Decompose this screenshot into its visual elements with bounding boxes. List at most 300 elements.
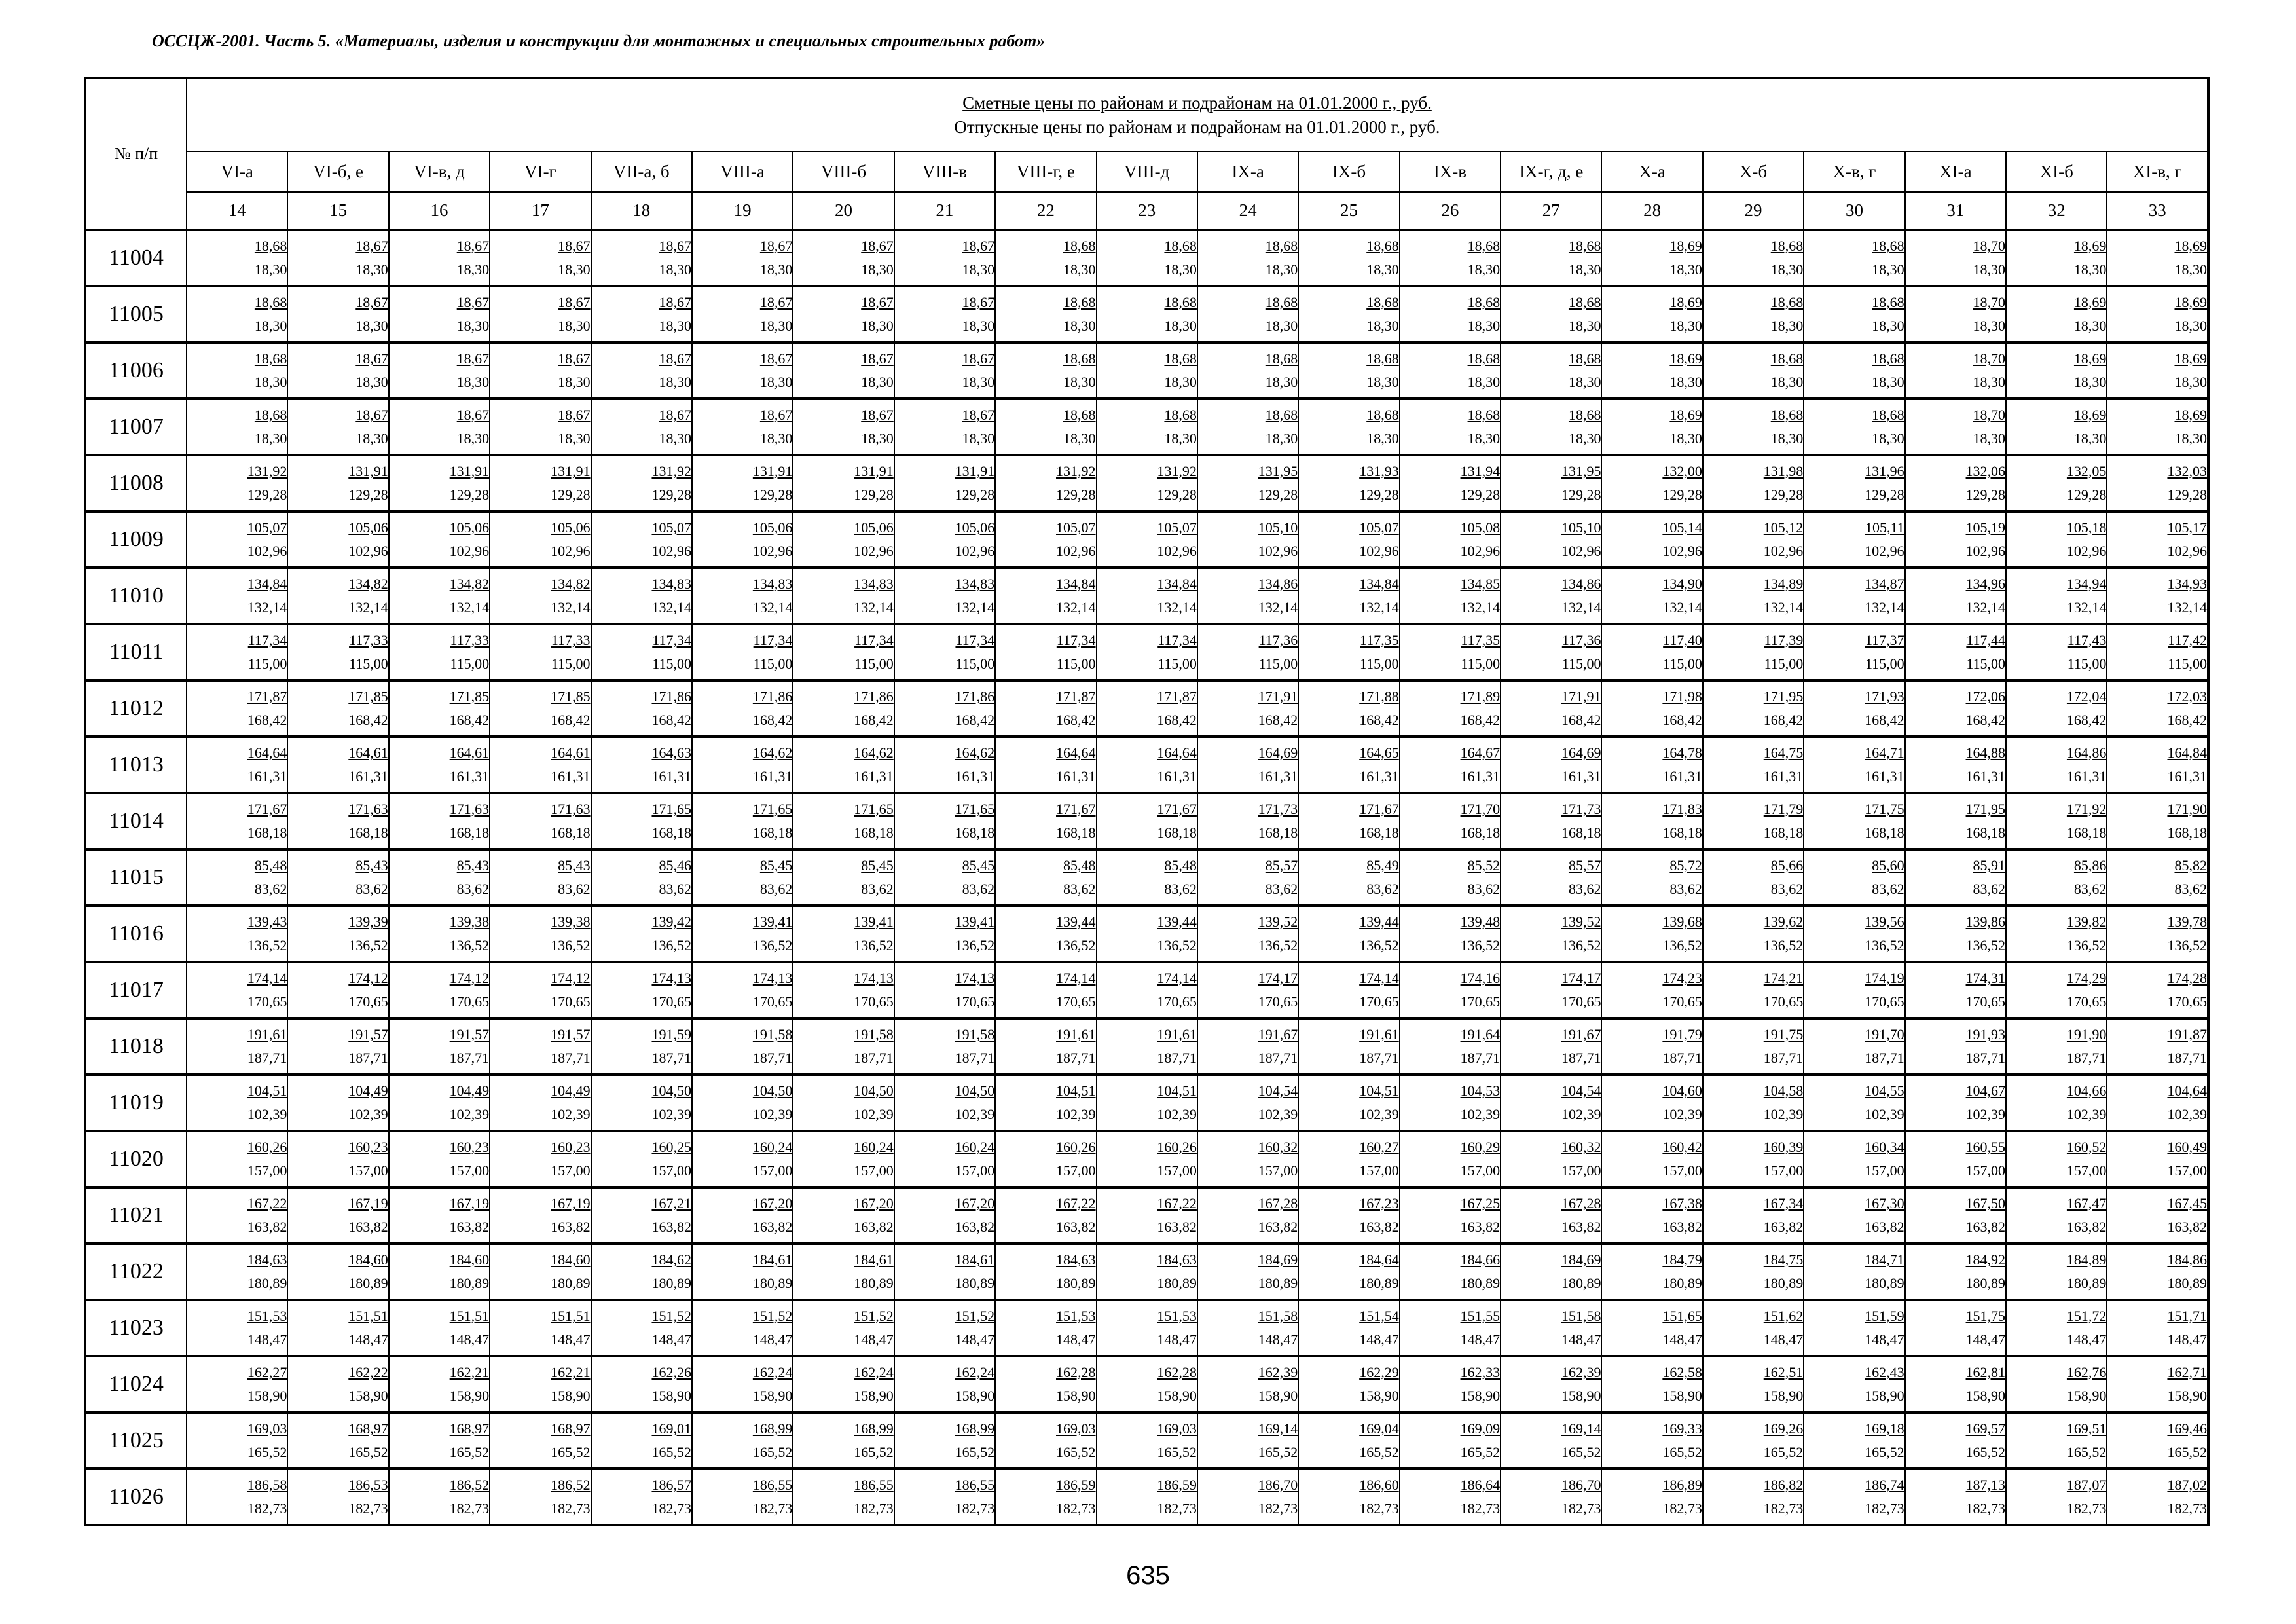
- release-price: 129,28: [2066, 487, 2107, 503]
- price-cell: [995, 286, 1096, 342]
- estimate-price: 164,62: [854, 745, 894, 761]
- estimate-price: 174,14: [247, 970, 287, 986]
- price-cell: [287, 286, 388, 342]
- estimate-price: 184,61: [854, 1251, 894, 1268]
- estimate-price: 134,86: [1258, 576, 1298, 592]
- estimate-price: 117,34: [1056, 632, 1096, 648]
- estimate-price: 169,51: [2066, 1420, 2107, 1437]
- price-cell: [793, 1187, 894, 1244]
- release-price: 115,00: [854, 655, 894, 672]
- estimate-price: 151,58: [1561, 1308, 1601, 1324]
- estimate-price: 18,68: [1265, 350, 1298, 367]
- estimate-price: 184,66: [1460, 1251, 1501, 1268]
- item-code: 11024: [85, 1356, 187, 1412]
- price-cell: [1804, 1469, 1904, 1525]
- release-price: 158,90: [247, 1388, 287, 1404]
- table-row: [85, 962, 2208, 1018]
- price-cell: [2006, 511, 2107, 568]
- estimate-price: 174,16: [1460, 970, 1501, 986]
- estimate-price: 18,67: [861, 407, 894, 423]
- release-price: 165,52: [247, 1444, 287, 1460]
- release-price: 18,30: [558, 430, 591, 447]
- estimate-price: 160,26: [1056, 1139, 1096, 1155]
- release-price: 158,90: [1258, 1388, 1298, 1404]
- release-price: 18,30: [861, 318, 894, 334]
- estimate-price: 105,08: [1460, 519, 1501, 536]
- price-cell: [1097, 849, 1197, 906]
- estimate-price: 131,91: [752, 463, 793, 479]
- price-cell: [995, 1018, 1096, 1075]
- estimate-price: 186,52: [449, 1477, 490, 1493]
- release-price: 102,39: [1056, 1106, 1096, 1122]
- price-cell: [894, 1187, 995, 1244]
- estimate-price: 85,43: [456, 857, 490, 874]
- estimate-price: 162,43: [1865, 1364, 1904, 1380]
- release-price: 165,52: [1662, 1444, 1702, 1460]
- release-price: 168,18: [1561, 824, 1601, 841]
- estimate-price: 131,95: [1561, 463, 1601, 479]
- release-price: 148,47: [2167, 1331, 2207, 1348]
- release-price: 157,00: [2167, 1162, 2207, 1179]
- estimate-price: 18,67: [962, 238, 995, 254]
- price-cell: [1197, 1412, 1298, 1469]
- estimate-price: 18,69: [2073, 238, 2107, 254]
- price-cell: [389, 624, 490, 680]
- price-cell: [1804, 1300, 1904, 1356]
- estimate-price: 104,49: [348, 1082, 388, 1099]
- release-price: 187,71: [1965, 1050, 2006, 1066]
- item-code: 11016: [85, 906, 187, 962]
- estimate-price: 85,52: [1467, 857, 1501, 874]
- price-cell: [490, 1075, 591, 1131]
- price-cell: [1804, 511, 1904, 568]
- estimate-price: 85,72: [1669, 857, 1702, 874]
- price-cell: [793, 793, 894, 849]
- release-price: 168,18: [752, 824, 793, 841]
- price-cell: [793, 1469, 894, 1525]
- table-row: [85, 568, 2208, 624]
- release-price: 18,30: [2174, 318, 2207, 334]
- estimate-price: 169,18: [1865, 1420, 1904, 1437]
- release-price: 163,82: [1460, 1219, 1501, 1235]
- column-number: 18: [591, 192, 692, 230]
- release-price: 136,52: [854, 937, 894, 953]
- price-cell: [1501, 962, 1601, 1018]
- release-price: 18,30: [759, 261, 793, 278]
- release-price: 161,31: [1662, 768, 1702, 784]
- price-cell: [389, 793, 490, 849]
- estimate-price: 85,45: [759, 857, 793, 874]
- price-cell: [1097, 1244, 1197, 1300]
- release-price: 136,52: [247, 937, 287, 953]
- release-price: 18,30: [1770, 318, 1804, 334]
- price-cell: [1197, 568, 1298, 624]
- item-code: 11015: [85, 849, 187, 906]
- price-cell: [1905, 230, 2006, 286]
- estimate-price: 191,64: [1460, 1026, 1501, 1043]
- release-price: 182,73: [348, 1500, 388, 1517]
- column-number: 28: [1601, 192, 1702, 230]
- estimate-price: 186,70: [1561, 1477, 1601, 1493]
- release-price: 180,89: [1258, 1275, 1298, 1291]
- estimate-price: 85,91: [1973, 857, 2006, 874]
- price-cell: [2006, 624, 2107, 680]
- price-cell: [1501, 1187, 1601, 1244]
- release-price: 168,18: [1157, 824, 1197, 841]
- release-price: 18,30: [1770, 261, 1804, 278]
- price-cell: [1197, 624, 1298, 680]
- estimate-price: 151,53: [247, 1308, 287, 1324]
- release-price: 165,52: [752, 1444, 793, 1460]
- estimate-price: 171,87: [1056, 688, 1096, 705]
- release-price: 129,28: [752, 487, 793, 503]
- price-cell: [1298, 1075, 1399, 1131]
- estimate-price: 18,67: [659, 407, 691, 423]
- column-number: 20: [793, 192, 894, 230]
- column-number: 17: [490, 192, 591, 230]
- price-cell: [2006, 1356, 2107, 1412]
- estimate-price: 186,55: [752, 1477, 793, 1493]
- price-cell: [1298, 962, 1399, 1018]
- estimate-price: 162,26: [651, 1364, 691, 1380]
- price-cell: [1601, 399, 1702, 455]
- price-cell: [1601, 286, 1702, 342]
- estimate-price: 131,94: [1460, 463, 1501, 479]
- estimate-price: 160,32: [1258, 1139, 1298, 1155]
- estimate-price: 105,07: [651, 519, 691, 536]
- release-price: 102,96: [752, 543, 793, 559]
- price-cell: [287, 1187, 388, 1244]
- district-header: VIII-а: [692, 151, 793, 192]
- estimate-price: 162,39: [1258, 1364, 1298, 1380]
- release-price: 182,73: [1865, 1500, 1904, 1517]
- price-cell: [1501, 906, 1601, 962]
- code-column-header: № п/п: [85, 78, 187, 230]
- estimate-price: 160,39: [1763, 1139, 1804, 1155]
- price-cell: [995, 793, 1096, 849]
- release-price: 115,00: [551, 655, 591, 672]
- price-cell: [793, 1131, 894, 1187]
- release-price: 132,14: [955, 599, 995, 616]
- release-price: 157,00: [1359, 1162, 1399, 1179]
- price-cell: [1501, 1300, 1601, 1356]
- estimate-price: 167,47: [2066, 1195, 2107, 1211]
- price-cell: [187, 1469, 287, 1525]
- price-cell: [1601, 511, 1702, 568]
- estimate-price: 169,26: [1763, 1420, 1804, 1437]
- price-cell: [2006, 568, 2107, 624]
- estimate-price: 18,68: [1467, 407, 1501, 423]
- release-price: 170,65: [2066, 993, 2107, 1010]
- estimate-price: 18,67: [759, 407, 793, 423]
- estimate-price: 174,14: [1359, 970, 1399, 986]
- price-cell: [187, 680, 287, 737]
- release-price: 18,30: [1265, 430, 1298, 447]
- estimate-price: 134,84: [1056, 576, 1096, 592]
- release-price: 148,47: [1865, 1331, 1904, 1348]
- release-price: 136,52: [651, 937, 691, 953]
- estimate-price: 104,49: [551, 1082, 591, 1099]
- price-cell: [2107, 1131, 2208, 1187]
- price-cell: [1905, 906, 2006, 962]
- price-cell: [894, 1131, 995, 1187]
- release-price: 187,71: [1763, 1050, 1804, 1066]
- price-cell: [1905, 1187, 2006, 1244]
- release-price: 102,96: [651, 543, 691, 559]
- price-cell: [1601, 1018, 1702, 1075]
- district-header: X-а: [1601, 151, 1702, 192]
- estimate-price: 164,84: [2167, 745, 2207, 761]
- table-row: [85, 1469, 2208, 1525]
- price-cell: [1905, 1244, 2006, 1300]
- estimate-price: 18,68: [254, 350, 287, 367]
- estimate-price: 18,69: [2174, 350, 2207, 367]
- price-cell: [1097, 511, 1197, 568]
- price-cell: [995, 568, 1096, 624]
- price-cell: [287, 1131, 388, 1187]
- release-price: 136,52: [1561, 937, 1601, 953]
- item-code: 11008: [85, 455, 187, 511]
- release-price: 182,73: [854, 1500, 894, 1517]
- estimate-price: 18,68: [254, 294, 287, 310]
- estimate-price: 160,34: [1865, 1139, 1904, 1155]
- price-cell: [995, 849, 1096, 906]
- price-cell: [490, 737, 591, 793]
- estimate-price: 174,13: [955, 970, 995, 986]
- release-price: 158,90: [955, 1388, 995, 1404]
- estimate-price: 167,19: [449, 1195, 490, 1211]
- estimate-price: 131,98: [1763, 463, 1804, 479]
- price-cell: [1298, 849, 1399, 906]
- estimate-price: 131,92: [1157, 463, 1197, 479]
- estimate-price: 172,06: [1965, 688, 2006, 705]
- estimate-price: 131,91: [955, 463, 995, 479]
- estimate-price: 186,89: [1662, 1477, 1702, 1493]
- district-header-row: [85, 151, 2208, 192]
- release-price: 83,62: [456, 881, 490, 897]
- price-cell: [1501, 342, 1601, 399]
- price-cell: [187, 1244, 287, 1300]
- release-price: 182,73: [1359, 1500, 1399, 1517]
- estimate-price: 105,07: [247, 519, 287, 536]
- price-cell: [1400, 1244, 1501, 1300]
- release-price: 168,42: [1662, 712, 1702, 728]
- price-cell: [1298, 1018, 1399, 1075]
- district-header: VI-б, е: [287, 151, 388, 192]
- release-price: 132,14: [1865, 599, 1904, 616]
- release-price: 158,90: [449, 1388, 490, 1404]
- estimate-price: 174,13: [651, 970, 691, 986]
- estimate-price: 134,84: [1157, 576, 1197, 592]
- estimate-price: 104,50: [651, 1082, 691, 1099]
- release-price: 132,14: [854, 599, 894, 616]
- estimate-price: 191,57: [449, 1026, 490, 1043]
- release-price: 158,90: [1561, 1388, 1601, 1404]
- release-price: 18,30: [254, 261, 287, 278]
- price-cell: [187, 568, 287, 624]
- release-price: 18,30: [1669, 261, 1702, 278]
- table-row: [85, 1244, 2208, 1300]
- column-number: 29: [1703, 192, 1804, 230]
- estimate-price: 131,91: [551, 463, 591, 479]
- release-price: 168,42: [1561, 712, 1601, 728]
- price-cell: [1804, 1075, 1904, 1131]
- price-cell: [1905, 399, 2006, 455]
- estimate-price: 134,82: [449, 576, 490, 592]
- price-cell: [1601, 1412, 1702, 1469]
- price-cell: [894, 1300, 995, 1356]
- estimate-price: 164,64: [247, 745, 287, 761]
- estimate-price: 169,04: [1359, 1420, 1399, 1437]
- release-price: 132,14: [551, 599, 591, 616]
- estimate-price: 171,85: [551, 688, 591, 705]
- price-cell: [1501, 1018, 1601, 1075]
- price-cell: [389, 1075, 490, 1131]
- price-cell: [1703, 906, 1804, 962]
- estimate-price: 171,75: [1865, 801, 1904, 817]
- release-price: 83,62: [558, 881, 591, 897]
- release-price: 163,82: [551, 1219, 591, 1235]
- price-cell: [1298, 286, 1399, 342]
- release-price: 18,30: [759, 430, 793, 447]
- release-price: 102,96: [348, 543, 388, 559]
- estimate-price: 171,65: [651, 801, 691, 817]
- release-price: 187,71: [1561, 1050, 1601, 1066]
- estimate-price: 191,87: [2167, 1026, 2207, 1043]
- price-cell: [591, 1356, 692, 1412]
- estimate-price: 186,55: [955, 1477, 995, 1493]
- price-cell: [995, 455, 1096, 511]
- estimate-price: 134,94: [2066, 576, 2107, 592]
- release-price: 83,62: [861, 881, 894, 897]
- estimate-price: 171,65: [955, 801, 995, 817]
- estimate-price: 85,45: [861, 857, 894, 874]
- estimate-price: 168,97: [551, 1420, 591, 1437]
- release-price: 148,47: [1662, 1331, 1702, 1348]
- estimate-price: 191,61: [1157, 1026, 1197, 1043]
- price-cell: [490, 230, 591, 286]
- estimate-price: 18,68: [1872, 407, 1904, 423]
- estimate-price: 18,67: [659, 350, 691, 367]
- estimate-price: 169,01: [651, 1420, 691, 1437]
- price-cell: [1703, 342, 1804, 399]
- column-number: 16: [389, 192, 490, 230]
- price-cell: [2107, 342, 2208, 399]
- price-cell: [1298, 511, 1399, 568]
- release-price: 161,31: [1157, 768, 1197, 784]
- estimate-price: 151,51: [348, 1308, 388, 1324]
- price-cell: [692, 906, 793, 962]
- estimate-price: 104,55: [1865, 1082, 1904, 1099]
- release-price: 102,39: [1460, 1106, 1501, 1122]
- price-cell: [793, 1300, 894, 1356]
- estimate-price: 18,67: [962, 407, 995, 423]
- price-cell: [995, 737, 1096, 793]
- estimate-price: 174,13: [752, 970, 793, 986]
- price-cell: [1298, 399, 1399, 455]
- price-cell: [1298, 1356, 1399, 1412]
- estimate-price: 105,06: [854, 519, 894, 536]
- release-price: 136,52: [1662, 937, 1702, 953]
- release-price: 157,00: [752, 1162, 793, 1179]
- estimate-price: 18,67: [861, 294, 894, 310]
- price-cell: [1703, 1412, 1804, 1469]
- estimate-price: 139,68: [1662, 913, 1702, 930]
- price-cell: [1197, 1469, 1298, 1525]
- price-cell: [2107, 849, 2208, 906]
- release-price: 163,82: [247, 1219, 287, 1235]
- estimate-price: 18,67: [456, 238, 490, 254]
- estimate-price: 162,21: [449, 1364, 490, 1380]
- release-price: 170,65: [1561, 993, 1601, 1010]
- column-number: 31: [1905, 192, 2006, 230]
- release-price: 136,52: [955, 937, 995, 953]
- price-cell: [692, 230, 793, 286]
- release-price: 115,00: [955, 655, 995, 672]
- price-cell: [793, 1244, 894, 1300]
- release-price: 102,96: [551, 543, 591, 559]
- estimate-price: 134,85: [1460, 576, 1501, 592]
- estimate-price: 18,68: [1164, 350, 1197, 367]
- estimate-price: 174,12: [551, 970, 591, 986]
- price-cell: [287, 1300, 388, 1356]
- release-price: 132,14: [1157, 599, 1197, 616]
- release-price: 18,30: [1872, 261, 1904, 278]
- estimate-price: 191,58: [854, 1026, 894, 1043]
- estimate-price: 18,68: [1872, 294, 1904, 310]
- estimate-price: 167,38: [1662, 1195, 1702, 1211]
- release-price: 148,47: [1359, 1331, 1399, 1348]
- price-cell: [1501, 230, 1601, 286]
- estimate-price: 18,68: [1063, 407, 1096, 423]
- release-price: 182,73: [1662, 1500, 1702, 1517]
- estimate-price: 162,22: [348, 1364, 388, 1380]
- price-cell: [187, 230, 287, 286]
- estimate-price: 117,34: [247, 632, 287, 648]
- price-cell: [591, 624, 692, 680]
- release-price: 168,18: [1258, 824, 1298, 841]
- price-cell: [2107, 568, 2208, 624]
- release-price: 102,39: [2167, 1106, 2207, 1122]
- release-price: 163,82: [1865, 1219, 1904, 1235]
- release-price: 180,89: [955, 1275, 995, 1291]
- estimate-price: 105,12: [1763, 519, 1804, 536]
- item-code: 11022: [85, 1244, 187, 1300]
- release-price: 158,90: [1460, 1388, 1501, 1404]
- price-cell: [1601, 568, 1702, 624]
- price-cell: [1804, 1131, 1904, 1187]
- price-cell: [1097, 399, 1197, 455]
- estimate-price: 18,67: [456, 294, 490, 310]
- estimate-price: 164,69: [1258, 745, 1298, 761]
- price-cell: [2006, 455, 2107, 511]
- price-cell: [591, 906, 692, 962]
- release-price: 18,30: [1770, 430, 1804, 447]
- estimate-price: 164,71: [1865, 745, 1904, 761]
- price-cell: [1601, 680, 1702, 737]
- estimate-price: 151,53: [1056, 1308, 1096, 1324]
- estimate-price: 160,24: [752, 1139, 793, 1155]
- price-cell: [2107, 1244, 2208, 1300]
- price-cell: [287, 1412, 388, 1469]
- release-price: 83,62: [2174, 881, 2207, 897]
- price-cell: [1601, 455, 1702, 511]
- price-cell: [187, 511, 287, 568]
- release-price: 170,65: [449, 993, 490, 1010]
- price-cell: [793, 624, 894, 680]
- price-cell: [1197, 511, 1298, 568]
- price-cell: [2006, 342, 2107, 399]
